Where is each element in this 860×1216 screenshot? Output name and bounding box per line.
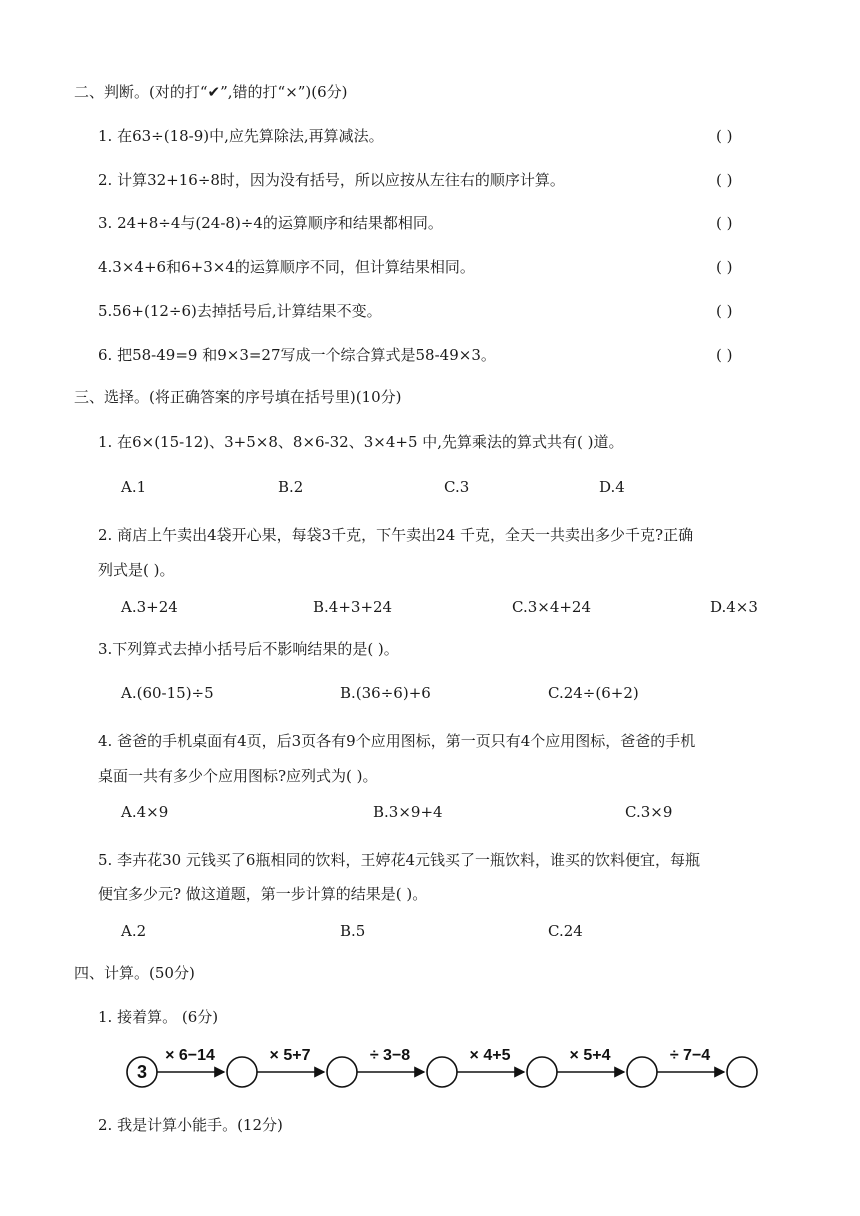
judge-item-1: 1. 在63÷(18-9)中,应先算除法,再算减法。 <box>98 127 384 145</box>
q5-option-b: B.5 <box>340 922 366 940</box>
section-3-heading: 三、选择。(将正确答案的序号填在括号里)(10分) <box>74 388 402 406</box>
q2-option-c: C.3×4+24 <box>512 598 592 616</box>
q2-option-b: B.4+3+24 <box>313 598 393 616</box>
judge-item-6: 6. 把58-49=9 和9×3=27写成一个综合算式是58-49×3。 <box>98 346 496 364</box>
q5-option-a: A.2 <box>121 922 147 940</box>
q1-option-b: B.2 <box>278 478 304 496</box>
answer-blank-4[interactable]: ( ) <box>716 258 733 276</box>
q5-option-c: C.24 <box>548 922 583 940</box>
q4-option-c: C.3×9 <box>625 803 673 821</box>
op-3: ÷ 3−8 <box>369 1047 411 1064</box>
start-value: 3 <box>136 1062 148 1082</box>
judge-item-5: 5.56+(12÷6)去掉括号后,计算结果不变。 <box>98 302 382 320</box>
choice-q1: 1. 在6×(15-12)、3+5×8、8×6-32、3×4+5 中,先算乘法的算式共有( )道。 <box>98 433 624 451</box>
q1-option-c: C.3 <box>444 478 470 496</box>
q1-option-a: A.1 <box>121 478 147 496</box>
answer-blank-2[interactable]: ( ) <box>716 171 733 189</box>
q1-option-d: D.4 <box>599 478 625 496</box>
op-4: × 4+5 <box>469 1047 511 1064</box>
op-6: ÷ 7−4 <box>669 1047 711 1064</box>
answer-circle-2[interactable] <box>327 1057 357 1087</box>
judge-item-3: 3. 24+8÷4与(24-8)÷4的运算顺序和结果都相同。 <box>98 214 443 232</box>
answer-circle-3[interactable] <box>427 1057 457 1087</box>
q3-option-c: C.24÷(6+2) <box>548 684 639 702</box>
choice-q5-line1: 5. 李卉花30 元钱买了6瓶相同的饮料，王婷花4元钱买了一瓶饮料，谁买的饮料便宜，每瓶 <box>98 851 701 869</box>
q3-option-a: A.(60-15)÷5 <box>121 684 214 702</box>
calc-q1-label: 1. 接着算。 (6分) <box>98 1008 219 1026</box>
answer-circle-4[interactable] <box>527 1057 557 1087</box>
choice-q2-line2: 列式是( )。 <box>98 561 175 579</box>
answer-blank-3[interactable]: ( ) <box>716 214 733 232</box>
choice-q5-line2: 便宜多少元? 做这道题，第一步计算的结果是( )。 <box>98 885 428 903</box>
calculation-chain <box>120 1042 770 1102</box>
q2-option-d: D.4×3 <box>710 598 758 616</box>
choice-q4-line2: 桌面一共有多少个应用图标?应列式为( )。 <box>98 767 378 785</box>
calculation-chain-svg <box>120 1042 770 1102</box>
section-2-heading: 二、判断。(对的打“✔”,错的打“×”)(6分) <box>74 83 348 101</box>
answer-circle-1[interactable] <box>227 1057 257 1087</box>
q4-option-a: A.4×9 <box>121 803 169 821</box>
answer-blank-1[interactable]: ( ) <box>716 127 733 145</box>
choice-q3: 3.下列算式去掉小括号后不影响结果的是( )。 <box>98 640 399 658</box>
answer-blank-5[interactable]: ( ) <box>716 302 733 320</box>
q4-option-b: B.3×9+4 <box>373 803 443 821</box>
op-2: × 5+7 <box>269 1047 311 1064</box>
judge-item-2: 2. 计算32+16÷8时，因为没有括号，所以应按从左往右的顺序计算。 <box>98 171 565 189</box>
q2-option-a: A.3+24 <box>121 598 178 616</box>
choice-q4-line1: 4. 爸爸的手机桌面有4页，后3页各有9个应用图标，第一页只有4个应用图标，爸爸的手机 <box>98 732 696 750</box>
calc-q2-label: 2. 我是计算小能手。(12分) <box>98 1116 283 1134</box>
op-1: × 6−14 <box>165 1047 215 1064</box>
op-5: × 5+4 <box>569 1047 611 1064</box>
answer-circle-6[interactable] <box>727 1057 757 1087</box>
answer-blank-6[interactable]: ( ) <box>716 346 733 364</box>
choice-q2-line1: 2. 商店上午卖出4袋开心果，每袋3千克，下午卖出24 千克，全天一共卖出多少千克?正确 <box>98 526 694 544</box>
answer-circle-5[interactable] <box>627 1057 657 1087</box>
section-4-heading: 四、计算。(50分) <box>74 964 195 982</box>
judge-item-4: 4.3×4+6和6+3×4的运算顺序不同，但计算结果相同。 <box>98 258 475 276</box>
q3-option-b: B.(36÷6)+6 <box>340 684 431 702</box>
